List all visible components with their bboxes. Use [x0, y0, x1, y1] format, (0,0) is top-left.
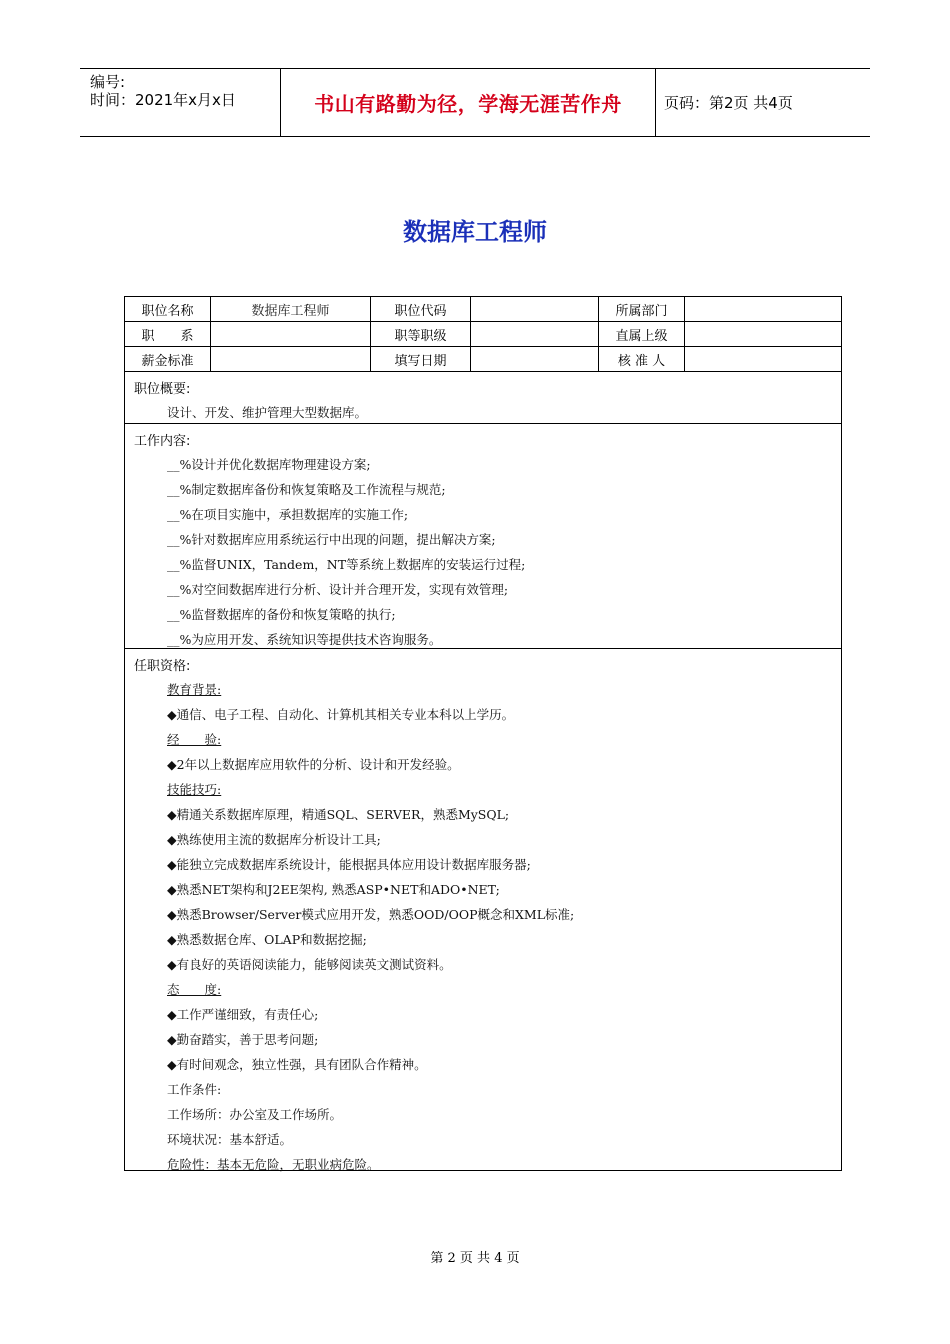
- attitude-item: ◆勤奋踏实，善于思考问题;: [167, 1032, 319, 1047]
- skills-label: 技能技巧:: [167, 782, 222, 797]
- document-number-label: 编号:: [90, 73, 126, 91]
- value-position-name: 数据库工程师: [211, 297, 371, 321]
- skill-item: ◆熟悉NET架构和J2EE架构, 熟悉ASP•NET和ADO•NET;: [167, 882, 500, 897]
- skill-item: ◆熟练使用主流的数据库分析设计工具;: [167, 832, 381, 847]
- label-department: 所属部门: [599, 297, 685, 321]
- info-row-3: [125, 347, 841, 372]
- duty-item: __%在项目实施中，承担数据库的实施工作;: [167, 507, 409, 522]
- label-supervisor: 直属上级: [599, 322, 685, 346]
- label-salary: 薪金标准: [125, 347, 211, 371]
- document-title: 数据库工程师: [403, 217, 547, 246]
- skill-item: ◆能独立完成数据库系统设计，能根据具体应用设计数据库服务器;: [167, 857, 531, 872]
- value-approver: [685, 347, 841, 371]
- education-text: ◆通信、电子工程、自动化、计算机其相关专业本科以上学历。: [167, 707, 515, 722]
- duty-item: __%为应用开发、系统知识等提供技术咨询服务。: [167, 632, 442, 647]
- info-row-1: [125, 297, 841, 322]
- value-position-code: [471, 297, 599, 321]
- label-approver: 核 准 人: [599, 347, 685, 371]
- qualifications-title: 任职资格:: [134, 659, 191, 674]
- duty-item: __%监督数据库的备份和恢复策略的执行;: [167, 607, 396, 622]
- qualifications-section: [125, 649, 841, 1170]
- header-meta: [80, 69, 280, 136]
- header-motto-cell: [280, 69, 656, 136]
- overview-title: 职位概要:: [134, 382, 191, 397]
- page-footer: 第 2 页 共 4 页: [430, 1251, 520, 1266]
- value-grade: [471, 322, 599, 346]
- duty-item: __%设计并优化数据库物理建设方案;: [167, 457, 371, 472]
- value-job-family: [211, 322, 371, 346]
- info-row-2: [125, 322, 841, 347]
- page-indicator: 页码：第2页 共4页: [664, 94, 793, 112]
- condition-item: 工作场所：办公室及工作场所。: [167, 1107, 343, 1122]
- header-page-cell: [655, 69, 870, 136]
- value-department: [685, 297, 841, 321]
- education-label: 教育背景:: [167, 682, 222, 697]
- duty-item: __%对空间数据库进行分析、设计并合理开发，实现有效管理;: [167, 582, 509, 597]
- label-job-family: 职 系: [125, 322, 211, 346]
- duty-item: __%制定数据库备份和恢复策略及工作流程与规范;: [167, 482, 446, 497]
- page-header: [80, 68, 870, 137]
- experience-label: 经 验:: [167, 732, 222, 747]
- experience-text: ◆2年以上数据库应用软件的分析、设计和开发经验。: [167, 757, 460, 772]
- label-fill-date: 填写日期: [371, 347, 471, 371]
- skill-item: ◆熟悉数据仓库、OLAP和数据挖掘;: [167, 932, 367, 947]
- condition-item: 危险性：基本无危险，无职业病危险。: [167, 1157, 380, 1172]
- value-salary: [211, 347, 371, 371]
- skill-item: ◆熟悉Browser/Server模式应用开发，熟悉OOD/OOP概念和XML标准;: [167, 907, 575, 922]
- duty-item: __%针对数据库应用系统运行中出现的问题，提出解决方案;: [167, 532, 496, 547]
- value-fill-date: [471, 347, 599, 371]
- attitude-item: ◆工作严谨细致，有责任心;: [167, 1007, 319, 1022]
- label-position-code: 职位代码: [371, 297, 471, 321]
- label-position-name: 职位名称: [125, 297, 211, 321]
- job-description-table: [124, 296, 842, 1171]
- document-time: 时间：2021年x月x日: [90, 91, 236, 109]
- label-grade: 职等职级: [371, 322, 471, 346]
- attitude-item: ◆有时间观念，独立性强，具有团队合作精神。: [167, 1057, 427, 1072]
- overview-section: [125, 372, 841, 424]
- attitude-label: 态 度:: [167, 982, 222, 997]
- motto-text: 书山有路勤为径，学海无涯苦作舟: [314, 92, 622, 116]
- value-supervisor: [685, 322, 841, 346]
- conditions-label: 工作条件:: [167, 1082, 222, 1097]
- duties-title: 工作内容:: [134, 434, 191, 449]
- skill-item: ◆精通关系数据库原理，精通SQL、SERVER，熟悉MySQL;: [167, 807, 510, 822]
- skill-item: ◆有良好的英语阅读能力，能够阅读英文测试资料。: [167, 957, 452, 972]
- condition-item: 环境状况：基本舒适。: [167, 1132, 293, 1147]
- duties-section: [125, 424, 841, 649]
- duty-item: __%监督UNIX，Tandem，NT等系统上数据库的安装运行过程;: [167, 557, 526, 572]
- overview-text: 设计、开发、维护管理大型数据库。: [167, 405, 368, 420]
